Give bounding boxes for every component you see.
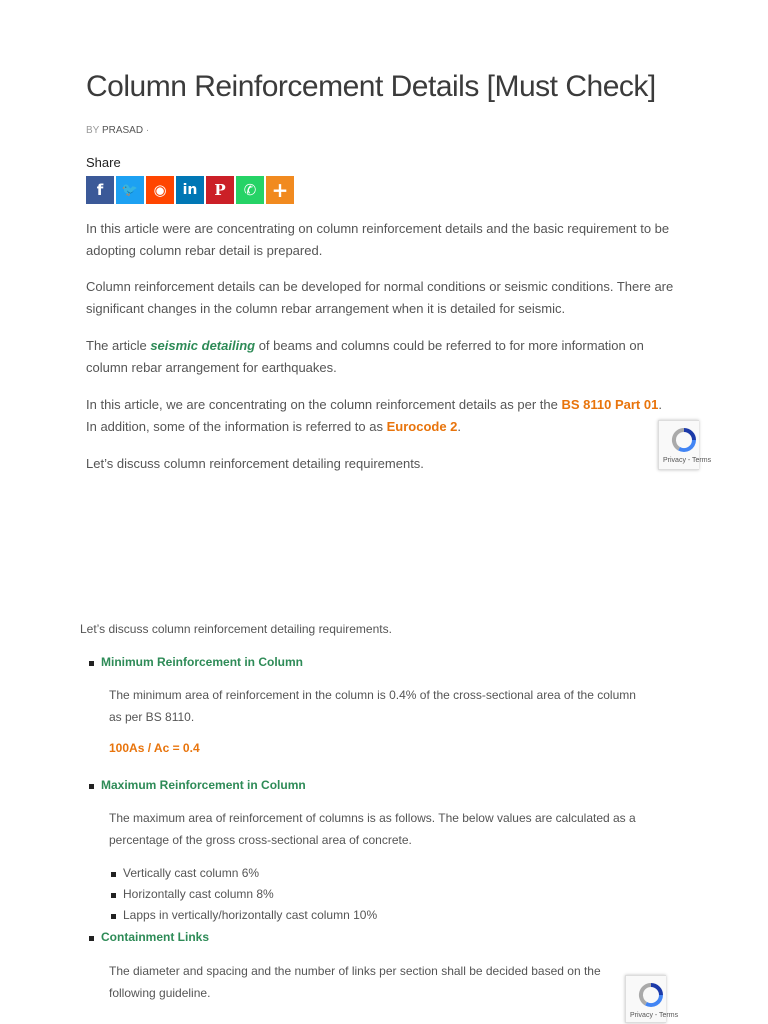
recaptcha-icon xyxy=(671,427,697,453)
share-buttons xyxy=(86,176,294,204)
heading-text: Maximum Reinforcement in Column xyxy=(101,778,306,792)
author-link[interactable]: PRASAD xyxy=(101,125,144,136)
list-item xyxy=(111,866,259,880)
formula: 100As / Ac = 0.4 xyxy=(109,741,200,755)
twitter-share-button[interactable] xyxy=(116,176,144,204)
paragraph-discuss: Let’s discuss column reinforcement detailing requirements. xyxy=(86,456,424,471)
list-item xyxy=(111,908,377,922)
list-item-text: Horizontally cast column 8% xyxy=(123,887,274,901)
text-segment: . In addition, some of the information is referred to as xyxy=(86,397,662,434)
recaptcha-badge[interactable] xyxy=(658,420,712,470)
containment-links-heading[interactable] xyxy=(89,930,209,944)
eurocode2-link[interactable]: Eurocode 2 xyxy=(386,419,458,434)
bs8110-link[interactable]: BS 8110 Part 01 xyxy=(561,397,659,412)
list-item-text: Lapps in vertically/horizontally cast column 10% xyxy=(123,908,378,922)
twitter-icon: 🐦 xyxy=(121,182,139,198)
pinterest-share-button[interactable] xyxy=(206,176,234,204)
min-reinforcement-heading[interactable] xyxy=(89,655,303,669)
facebook-icon: f xyxy=(96,181,104,199)
embedded-intro: Let’s discuss column reinforcement detailing requirements. xyxy=(80,622,392,636)
reddit-share-button[interactable] xyxy=(146,176,174,204)
paragraph-intro: In this article were are concentrating on column reinforcement details and the basic requirement to be adopting column rebar detail is prepared. xyxy=(86,221,670,258)
plus-icon: + xyxy=(271,178,289,202)
share-label: Share xyxy=(86,155,121,170)
whatsapp-share-button[interactable] xyxy=(236,176,264,204)
heading-text: Containment Links xyxy=(101,930,210,944)
text-segment: The article xyxy=(86,338,151,353)
text-segment: In this article, we are concentrating on the column reinforcement details as per the xyxy=(86,397,562,412)
max-reinforcement-heading[interactable] xyxy=(89,778,306,792)
pinterest-icon: P xyxy=(214,181,226,199)
recaptcha-badge-2[interactable] xyxy=(625,975,679,1023)
linkedin-share-button[interactable] xyxy=(176,176,204,204)
facebook-share-button[interactable] xyxy=(86,176,114,204)
linkedin-icon: in xyxy=(182,182,198,198)
more-share-button[interactable] xyxy=(266,176,294,204)
page-title: Column Reinforcement Details [Must Check] xyxy=(86,70,656,103)
text-segment: of beams and columns could be referred to for more information on column rebar arrangement for earthquakes. xyxy=(86,338,644,375)
max-reinforcement-text: The maximum area of reinforcement of columns is as follows. The below values are calculated as a percentage of the gross cross-sectional area of concrete. xyxy=(109,811,636,847)
text-segment: . xyxy=(457,419,462,434)
reddit-icon: ◉ xyxy=(153,181,167,199)
containment-links-text: The diameter and spacing and the number of links per section shall be decided based on the following guideline. xyxy=(109,964,601,1000)
paragraph-conditions: Column reinforcement details can be developed for normal conditions or seismic conditions. There are significant changes in the column rebar arrangement when it is detailed for seismic. xyxy=(86,279,674,316)
paragraph-standards xyxy=(86,394,676,438)
min-reinforcement-text: The minimum area of reinforcement in the column is 0.4% of the cross-sectional area of the column as per BS 8110. xyxy=(109,688,636,724)
paragraph-seismic xyxy=(86,335,676,379)
recaptcha-icon xyxy=(638,982,664,1008)
byline-separator: · xyxy=(145,125,150,136)
seismic-detailing-link[interactable]: seismic detailing xyxy=(150,338,256,353)
list-item-text: Vertically cast column 6% xyxy=(123,866,260,880)
recaptcha-text: Privacy - Terms xyxy=(630,1012,679,1019)
whatsapp-icon: ✆ xyxy=(243,181,257,199)
list-item xyxy=(111,887,274,901)
byline xyxy=(86,125,149,136)
byline-prefix: BY xyxy=(86,125,100,136)
recaptcha-text: Privacy - Terms xyxy=(663,457,712,464)
heading-text: Minimum Reinforcement in Column xyxy=(101,655,304,669)
embedded-section xyxy=(80,618,660,640)
